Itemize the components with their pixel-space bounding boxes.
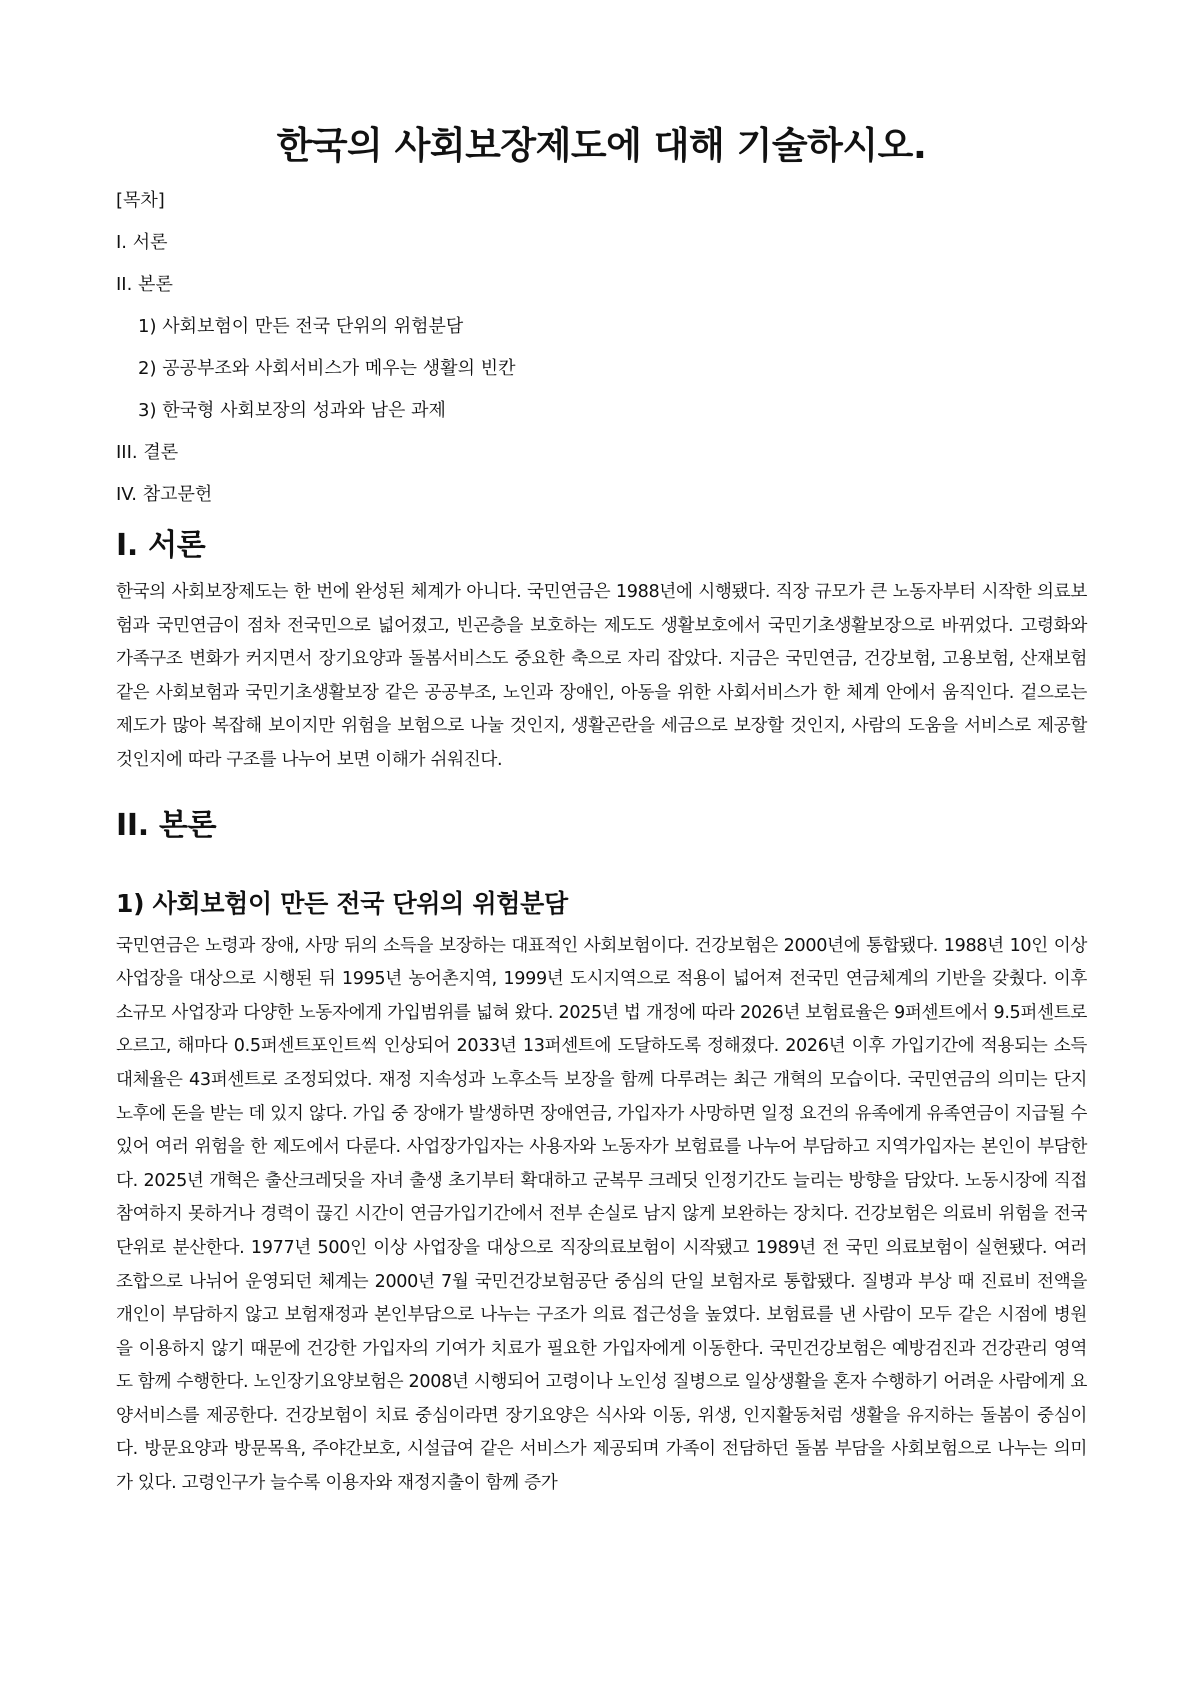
toc-subitem: 2) 공공부조와 사회서비스가 메우는 생활의 빈칸 [138,358,516,379]
table-of-contents [116,190,1087,505]
intro-paragraph: 한국의 사회보장제도는 한 번에 완성된 체계가 아니다. 국민연금은 1988년에 시행됐다. 직장 규모가 큰 노동자부터 시작한 의료보험과 국민연금이 점차 전국민으로 넓어졌고, 빈곤층을 보호하는 제도도 생활보호에서 국민기초생활보장으로 바뀌었다. 고령화와 가족구조 변화가 커지면서 장기요양과 돌봄서비스도 중요한 축으로 자리 잡았다. 지금은 국민연금, 건강보험, 고용보험, 산재보험 같은 사회보험과 국민기초생활보장 같은 공공부조, 노인과 장애인, 아동을 위한 사회서비스가 한 체계 안에서 움직인다. 겉으로는 제도가 많아 복잡해 보이지만 위험을 보험으로 나눌 것인지, 생활곤란을 세금으로 보장할 것인지, 사람의 도움을 서비스로 제공할 것인지에 따라 구조를 나누어 보면 이해가 쉬워진다. [116,582,1087,770]
section-heading-intro: I. 서론 [116,528,206,563]
section-heading-body: II. 본론 [116,807,217,843]
toc-item: I. 서론 [116,232,168,253]
subsection-heading-social-insurance: 1) 사회보험이 만든 전국 단위의 위험분담 [116,888,568,918]
toc-label: [목차] [116,190,165,211]
social-insurance-paragraph: 국민연금은 노령과 장애, 사망 뒤의 소득을 보장하는 대표적인 사회보험이다. 건강보험은 2000년에 통합됐다. 1988년 10인 이상 사업장을 대상으로 시행된 뒤 1995년 농어촌지역, 1999년 도시지역으로 적용이 넓어져 전국민 연금체계의 기반을 갖췄다. 이후 소규모 사업장과 다양한 노동자에게 가입범위를 넓혀 왔다. 2025년 법 개정에 따라 2026년 보험료율은 9퍼센트에서 9.5퍼센트로 오르고, 해마다 0.5퍼센트포인트씩 인상되어 2033년 13퍼센트에 도달하도록 정해졌다. 2026년 이후 가입기간에 적용되는 소득대체율은 43퍼센트로 조정되었다. 재정 지속성과 노후소득 보장을 함께 다루려는 최근 개혁의 모습이다. 국민연금의 의미는 단지 노후에 돈을 받는 데 있지 않다. 가입 중 장애가 발생하면 장애연금, 가입자가 사망하면 일정 요건의 유족에게 유족연금이 지급될 수 있어 여러 위험을 한 제도에서 다룬다. 사업장가입자는 사용자와 노동자가 보험료를 나누어 부담하고 지역가입자는 본인이 부담한다. 2025년 개혁은 출산크레딧을 자녀 출생 초기부터 확대하고 군복무 크레딧 인정기간도 늘리는 방향을 담았다. 노동시장에 직접 참여하지 못하거나 경력이 끊긴 시간이 연금가입기간에서 전부 손실로 남지 않게 보완하는 장치다. 건강보험은 의료비 위험을 전국 단위로 분산한다. 1977년 500인 이상 사업장을 대상으로 직장의료보험이 시작됐고 1989년 전 국민 의료보험이 실현됐다. 여러 조합으로 나뉘어 운영되던 체계는 2000년 7월 국민건강보험공단 중심의 단일 보험자로 통합됐다. 질병과 부상 때 진료비 전액을 개인이 부담하지 않고 보험재정과 본인부담으로 나누는 구조가 의료 접근성을 높였다. 보험료를 낸 사람이 모두 같은 시점에 병원을 이용하지 않기 때문에 건강한 가입자의 기여가 치료가 필요한 가입자에게 이동한다. 국민건강보험은 예방검진과 건강관리 영역도 함께 수행한다. 노인장기요양보험은 2008년 시행되어 고령이나 노인성 질병으로 일상생활을 혼자 수행하기 어려운 사람에게 요양서비스를 제공한다. 건강보험이 치료 중심이라면 장기요양은 식사와 이동, 위생, 인지활동처럼 생활을 유지하는 돌봄이 중심이다. 방문요양과 방문목욕, 주야간보호, 시설급여 같은 서비스가 제공되며 가족이 전담하던 돌봄 부담을 사회보험으로 나누는 의미가 있다. 고령인구가 늘수록 이용자와 재정지출이 함께 증가 [116,935,1087,1494]
toc-subitem: 3) 한국형 사회보장의 성과와 남은 과제 [138,400,446,421]
toc-item: IV. 참고문헌 [116,484,213,505]
toc-item: III. 결론 [116,442,179,463]
toc-item: II. 본론 [116,274,173,295]
document-title: 한국의 사회보장제도에 대해 기술하시오. [276,124,927,167]
toc-subitem: 1) 사회보험이 만든 전국 단위의 위험분담 [138,316,464,337]
